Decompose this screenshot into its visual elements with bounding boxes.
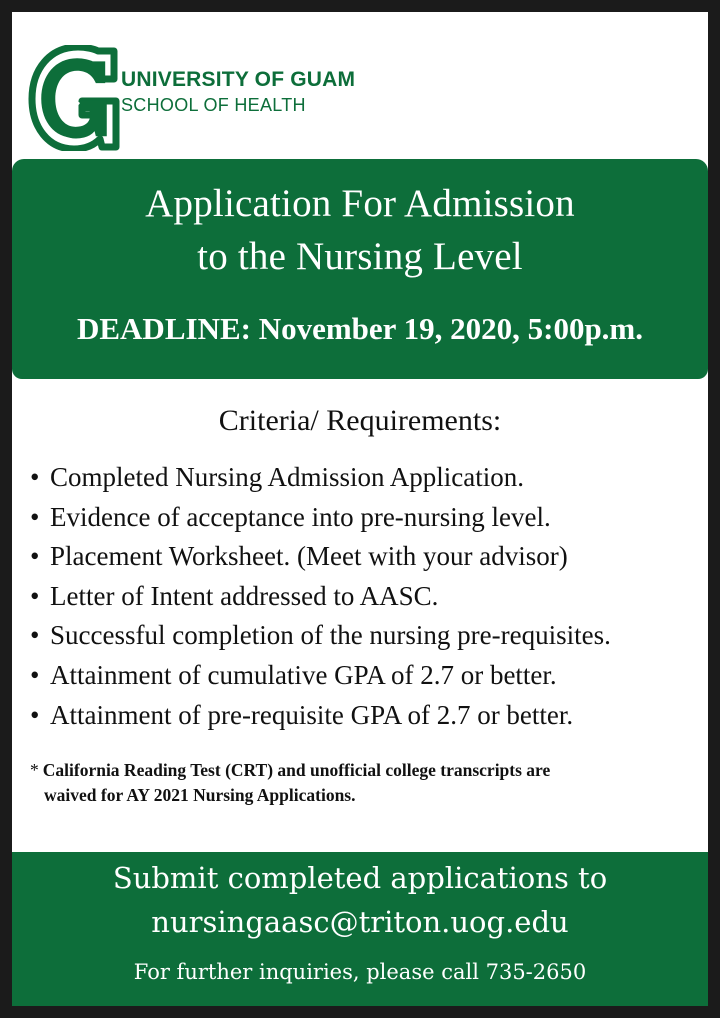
list-item: • Attainment of cumulative GPA of 2.7 or better. (30, 656, 611, 696)
school-name: SCHOOL OF HEALTH (121, 95, 306, 115)
bullet-icon: • (30, 462, 40, 492)
deadline: DEADLINE: November 19, 2020, 5:00p.m. (76, 311, 644, 346)
bullet-icon: • (30, 620, 40, 651)
list-item: • Completed Nursing Admission Application. (30, 458, 611, 498)
list-item: • Successful completion of the nursing pre-requisites. (30, 616, 611, 656)
criteria-heading: Criteria/ Requirements: (218, 404, 502, 437)
submission-footer (12, 852, 708, 1018)
list-item: • Attainment of pre-requisite GPA of 2.7 or better. (30, 696, 611, 736)
note-line-2: waived for AY 2021 Nursing Applications. (44, 785, 356, 805)
list-item: • Placement Worksheet. (Meet with your advisor) (30, 537, 611, 577)
note-line-1: California Reading Test (CRT) and unofficial college transcripts are (42, 760, 551, 780)
inquiries-phone: For further inquiries, please call 735-2650 (133, 960, 587, 984)
submit-instruction: Submit completed applications to (112, 861, 608, 895)
waiver-note (30, 758, 700, 808)
title-banner (12, 159, 708, 379)
bullet-icon: • (30, 580, 40, 611)
title-line-2: to the Nursing Level (197, 235, 523, 278)
asterisk-icon: * (30, 760, 39, 780)
bullet-icon: • (30, 699, 40, 730)
university-g-logo-icon (28, 45, 120, 151)
title-line-1: Application For Admission (145, 182, 575, 225)
university-name: UNIVERSITY OF GUAM (121, 68, 356, 91)
submission-email[interactable]: nursingaasc@triton.uog.edu (151, 905, 569, 939)
list-item: • Letter of Intent addressed to AASC. (30, 577, 611, 617)
bullet-icon: • (30, 659, 40, 690)
requirements-list (30, 458, 611, 735)
bullet-icon: • (30, 541, 40, 572)
bullet-icon: • (30, 501, 40, 532)
list-item: • Evidence of acceptance into pre-nursing level. (30, 498, 611, 538)
